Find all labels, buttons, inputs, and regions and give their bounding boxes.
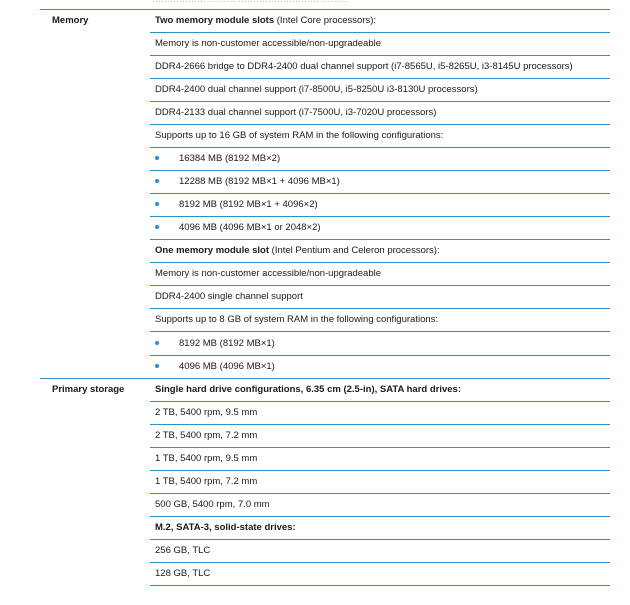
bullet-icon: [155, 341, 159, 345]
row-divider: [150, 493, 610, 494]
ssd-heading: [155, 522, 296, 533]
bullet-icon: [155, 156, 159, 160]
cutoff-text: [152, 0, 349, 4]
storage-row: 2 TB, 5400 rpm, 7.2 mm: [155, 430, 258, 441]
row-divider: [150, 55, 610, 56]
row-divider: [150, 562, 610, 563]
bullet-icon: [155, 179, 159, 183]
storage-row: 1 TB, 5400 rpm, 7.2 mm: [155, 476, 258, 487]
row-divider: [150, 355, 610, 356]
memory-row: DDR4-2666 bridge to DDR4-2400 dual channel support (i7-8565U, i5-8265U, i3-8145U processors): [155, 61, 573, 72]
one-slot-suffix: (Intel Pentium and Celeron processors):: [269, 245, 440, 256]
row-divider: [150, 585, 610, 586]
storage-row: 500 GB, 5400 rpm, 7.0 mm: [155, 499, 270, 510]
row-divider: [150, 239, 610, 240]
one-slot-heading-row: [155, 245, 440, 256]
row-divider: [150, 170, 610, 171]
config-value: 4096 MB (4096 MB×1): [179, 361, 275, 372]
config-value: 8192 MB (8192 MB×1 + 4096×2): [179, 199, 318, 210]
section-divider: [40, 9, 610, 10]
row-divider: [150, 124, 610, 125]
row-divider: [150, 424, 610, 425]
config-value: 16384 MB (8192 MB×2): [179, 153, 281, 164]
memory-row: Supports up to 8 GB of system RAM in the following configurations:: [155, 314, 439, 325]
storage-row: 1 TB, 5400 rpm, 9.5 mm: [155, 453, 258, 464]
hdd-heading-text: Single hard drive configurations, 6.35 cm (2.5-in), SATA hard drives:: [155, 384, 461, 395]
row-divider: [150, 262, 610, 263]
two-slot-suffix: (Intel Core processors):: [274, 15, 377, 26]
config-value: 4096 MB (4096 MB×1 or 2048×2): [179, 222, 321, 233]
two-slot-heading-row: [155, 15, 376, 26]
row-divider: [150, 308, 610, 309]
row-divider: [150, 193, 610, 194]
storage-row: 128 GB, TLC: [155, 568, 211, 579]
row-divider: [150, 470, 610, 471]
memory-row: Supports up to 16 GB of system RAM in the following configurations:: [155, 130, 444, 141]
row-divider: [150, 285, 610, 286]
memory-row: DDR4-2133 dual channel support (i7-7500U, i3-7020U processors): [155, 107, 437, 118]
memory-label: Memory: [52, 15, 89, 26]
primary-storage-label: Primary storage: [52, 384, 125, 395]
memory-row: DDR4-2400 dual channel support (i7-8500U, i5-8250U i3-8130U processors): [155, 84, 478, 95]
bullet-icon: [155, 202, 159, 206]
row-divider: [150, 447, 610, 448]
two-slot-heading: Two memory module slots: [155, 15, 275, 26]
config-value: 8192 MB (8192 MB×1): [179, 338, 275, 349]
row-divider: [150, 78, 610, 79]
ssd-heading-text: M.2, SATA-3, solid-state drives:: [155, 522, 296, 533]
one-slot-heading: One memory module slot: [155, 245, 270, 256]
storage-row: 2 TB, 5400 rpm, 9.5 mm: [155, 407, 258, 418]
config-value: 12288 MB (8192 MB×1 + 4096 MB×1): [179, 176, 340, 187]
row-divider: [150, 539, 610, 540]
row-divider: [150, 216, 610, 217]
storage-row: 256 GB, TLC: [155, 545, 211, 556]
memory-row: Memory is non-customer accessible/non-upgradeable: [155, 38, 382, 49]
row-divider: [150, 331, 610, 332]
memory-row: DDR4-2400 single channel support: [155, 291, 303, 302]
row-divider: [150, 101, 610, 102]
row-divider: [150, 32, 610, 33]
section-divider: [40, 378, 610, 379]
memory-row: Memory is non-customer accessible/non-upgradeable: [155, 268, 382, 279]
row-divider: [150, 401, 610, 402]
bullet-icon: [155, 364, 159, 368]
row-divider: [150, 147, 610, 148]
hdd-heading: [155, 384, 461, 395]
bullet-icon: [155, 225, 159, 229]
row-divider: [150, 516, 610, 517]
